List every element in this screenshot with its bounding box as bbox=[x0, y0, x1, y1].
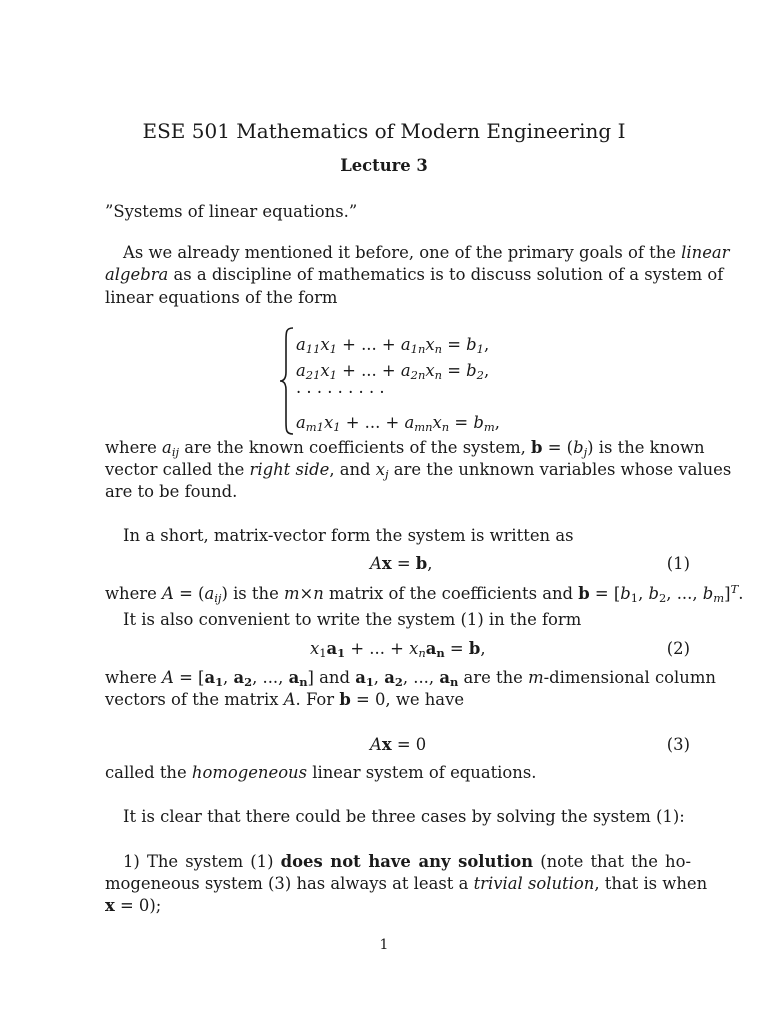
case1-line2: mogeneous system (3) has always at least a trivial solution, that is when bbox=[105, 874, 708, 893]
lecture-heading: Lecture 3 bbox=[340, 156, 428, 175]
system-eq-1: $a_{11}x_1$ + ... + $a_{1n}x_n = b_1$, bbox=[296, 335, 490, 356]
system-dots: · · · · · · · · · bbox=[296, 383, 385, 402]
system-eq-2: $a_{21}x_1$ + ... + $a_{2n}x_n = b_2$, bbox=[296, 361, 490, 382]
left-brace-icon bbox=[278, 326, 296, 436]
para3-line5: vectors of the matrix A. For b = 0, we have bbox=[105, 690, 465, 709]
para3-line2: where $A = (a_{ij})$ is the m×n matrix of the coefficients and $b = [b_1$, $b_2$, ..., $b_m]^T$. bbox=[105, 582, 744, 605]
case1-line1: 1) The system (1) does not have any solution (note that the ho- bbox=[123, 852, 691, 871]
para3-line1: In a short, matrix-vector form the system is written as bbox=[123, 526, 574, 545]
system-eq-m: $a_{m1}x_1$ + ... + $a_{mn}x_n = b_m$, bbox=[296, 413, 500, 434]
para2-line2: vector called the right side, and $x_j$ are the unknown variables whose values bbox=[105, 460, 732, 481]
equation-3-number: (3) bbox=[666, 735, 690, 754]
page-number: 1 bbox=[379, 937, 389, 953]
equation-3: Ax = 0 bbox=[370, 735, 427, 754]
case1-line3: x = 0); bbox=[105, 896, 162, 915]
para2-line1: where $a_{ij}$ are the known coefficients of the system, $b = (b_j)$ is the known bbox=[105, 438, 705, 459]
para1-line1: As we already mentioned it before, one of the primary goals of the linear bbox=[123, 243, 730, 262]
equation-1-number: (1) bbox=[666, 554, 690, 573]
equation-1: Ax = b, bbox=[370, 554, 433, 573]
para1-line3: linear equations of the form bbox=[105, 288, 338, 307]
para3-line6: called the homogeneous linear system of equations. bbox=[105, 763, 537, 782]
equation-2-number: (2) bbox=[666, 639, 690, 658]
topic-line: ”Systems of linear equations.” bbox=[105, 202, 358, 221]
para2-line3: are to be found. bbox=[105, 482, 238, 501]
para4-line1: It is clear that there could be three cases by solving the system (1): bbox=[123, 807, 685, 826]
equation-2: $x_1a_1$ + ... + $x_na_n = b$, bbox=[310, 639, 486, 660]
page-title: ESE 501 Mathematics of Modern Engineering I bbox=[142, 119, 626, 143]
para3-line3: It is also convenient to write the system (1) in the form bbox=[123, 610, 582, 629]
para1-line2: algebra as a discipline of mathematics is to discuss solution of a system of bbox=[105, 265, 724, 284]
para3-line4: where $A = [a_1$, $a_2$, ..., $a_n$] and $a_1$, $a_2$, ..., $a_n$ are the m-dimensional column bbox=[105, 668, 716, 689]
